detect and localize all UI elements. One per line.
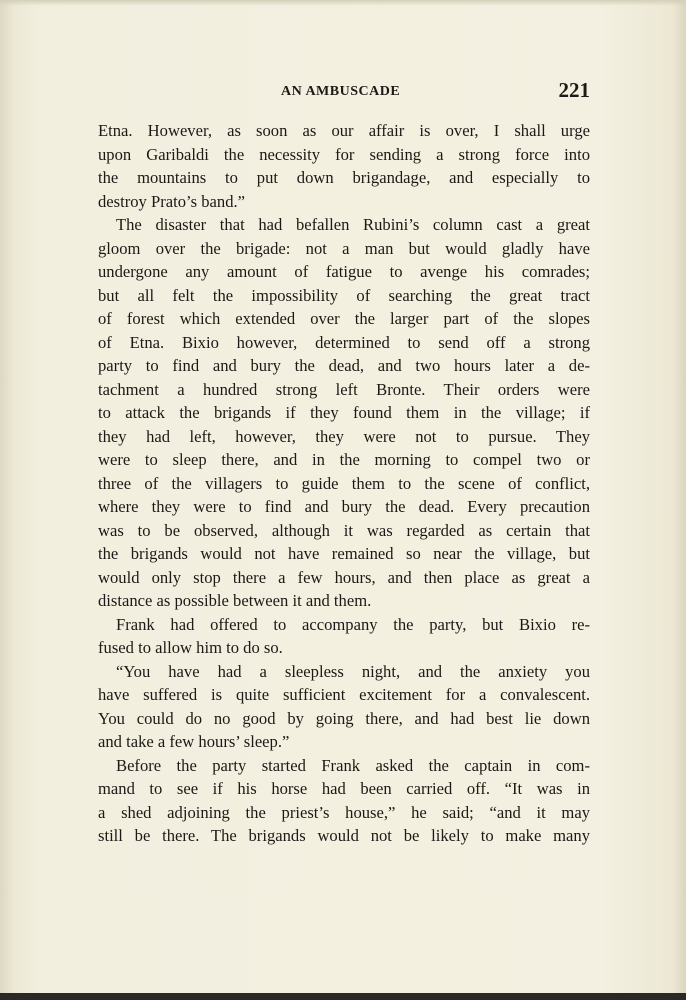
text-line: they had left, however, they were not to pursue. They (98, 426, 590, 446)
text-line: a shed adjoining the priest’s house,” he said; “and it may (98, 802, 590, 822)
text-line: “You have had a sleepless night, and the anxiety you (116, 661, 590, 681)
text-line: gloom over the brigade: not a man but would gladly have (98, 238, 590, 258)
page-top-shadow (0, 0, 686, 6)
text-line: fused to allow him to do so. (98, 638, 283, 657)
text-line: of forest which extended over the larger part of the slopes (98, 309, 590, 328)
text-line: distance as possible between it and them. (98, 591, 372, 610)
page-header (98, 78, 590, 108)
text-line: Frank had offered to accompany the party, but Bixio re- (116, 614, 590, 634)
text-line: where they were to find and bury the dead. Every precaution (98, 497, 590, 516)
text-line: still be there. The brigands would not be likely to make many (98, 826, 590, 845)
text-line: undergone any amount of fatigue to avenge his comrades; (98, 262, 590, 281)
text-line: The disaster that had befallen Rubini’s column cast a great (116, 215, 590, 234)
text-line: upon Garibaldi the necessity for sending a strong force into (98, 144, 590, 164)
text-line: were to sleep there, and in the morning to compel two or (98, 450, 590, 469)
text-line: destroy Prato’s band.” (98, 191, 246, 211)
text-line: would only stop there a few hours, and then place as great a (98, 567, 590, 587)
text-line: mand to see if his horse had been carried off. “It was in (98, 779, 590, 798)
text-line: party to find and bury the dead, and two hours later a de- (98, 356, 590, 375)
text-line: have suffered is quite sufficient excitement for a convalescent. (98, 685, 590, 704)
text-line: the mountains to put down brigandage, and especially to (98, 168, 590, 187)
body-text (98, 119, 590, 848)
text-line: to attack the brigands if they found them in the village; if (98, 403, 590, 422)
text-line: You could do no good by going there, and had best lie down (98, 708, 590, 728)
text-line: of Etna. Bixio however, determined to send off a strong (98, 332, 590, 352)
text-line: Before the party started Frank asked the captain in com- (116, 755, 590, 775)
text-line: tachment a hundred strong left Bronte. Their orders were (98, 379, 590, 399)
page-number: 221 (558, 78, 590, 102)
running-title: AN AMBUSCADE (281, 84, 401, 99)
text-line: Etna. However, as soon as our affair is over, I shall urge (98, 121, 590, 140)
text-line: three of the villagers to guide them to the scene of conflict, (98, 473, 590, 493)
text-line: but all felt the impossibility of searching the great tract (98, 285, 590, 305)
text-line: the brigands would not have remained so near the village, but (98, 544, 590, 563)
text-line: was to be observed, although it was regarded as certain that (98, 520, 590, 540)
text-line: and take a few hours’ sleep.” (98, 732, 290, 751)
page-bottom-edge (0, 993, 686, 1000)
